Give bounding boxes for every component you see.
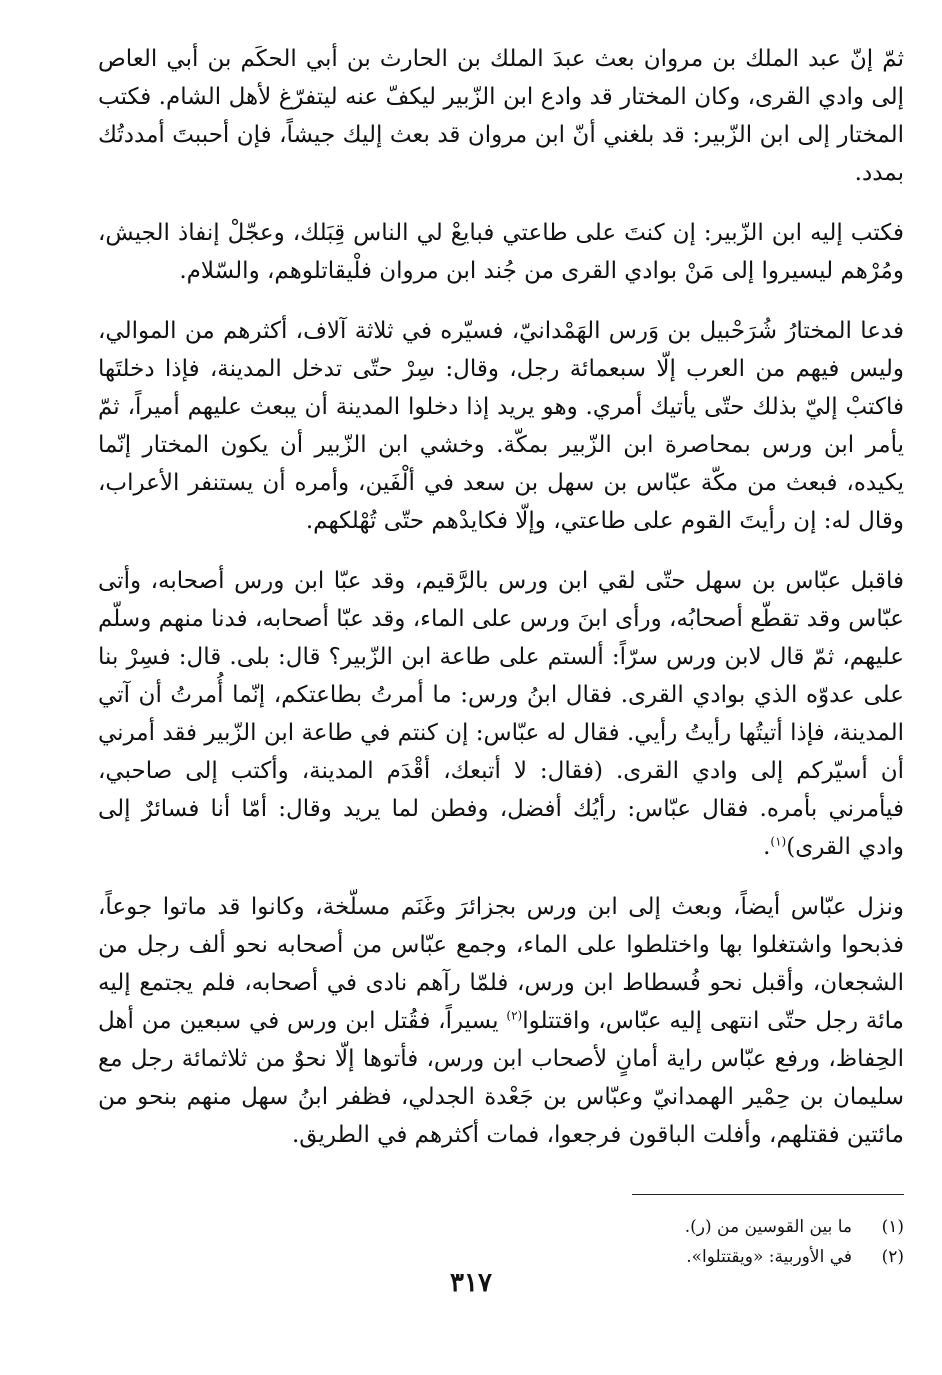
page-number: ٣١٧ (450, 1268, 492, 1298)
footnote-number: (١) (881, 1217, 904, 1237)
footnote-reference: (٢) (506, 1008, 523, 1023)
footnote-number: (٢) (881, 1247, 904, 1267)
paragraph-text (98, 888, 904, 1154)
paragraph-1 (98, 40, 904, 192)
paragraph-text (98, 562, 904, 866)
footnote-divider (632, 1194, 904, 1195)
paragraph-text-body: ونزل عبّاس أيضاً، وبعث إلى ابن ورس بجزائرَ وغَنَم مسلّخة، وكانوا قد ماتوا جوعاً، فذبحوا واشتغلوا بها واختلطوا على الماء، وجمع عبّاس من أصحابه نحو ألف رجل من الشجعان، وأقبل نحو فُسطاط ابن ورس، فلمّا رآهم نادى في أصحابه، فلم يجتمع إليه مائة رجل حتّى انتهى إليه عبّاس، واقتتلوا (98, 894, 904, 1034)
paragraph-text-tail: يسيراً، فقُتل ابن ورس في سبعين من أهل الحِفاظ، ورفع عبّاس راية أمانٍ لأصحاب ابن ورس، فأتوها إلّا نحوٌ من ثلاثمائة رجل مع سليمان بن حِمْير الهمدانيّ وعبّاس بن جَعْدة الجدلي، فظفر ابنُ سهل منهم بنحو من مائتين فقتلهم، وأفلت الباقون فرجعوا، فمات أكثرهم في الطريق. (98, 1008, 904, 1148)
paragraph-text-body: فاقبل عبّاس بن سهل حتّى لقي ابن ورس بالرَّقيم، وقد عبّا ابن ورس أصحابه، وأتى عبّاس وقد تقطّع أصحابُه، ورأى ابنَ ورس على الماء، وقد عبّا أصحابه، فدنا منهم وسلّم عليهم، ثمّ قال لابن ورس سرّاً: ألستم على طاعة ابن الزّبير؟ قال: بلى. قال: فسِرْ بنا على عدوّه الذي بوادي القرى. فقال ابنُ ورس: ما أمرتُ بطاعتكم، إنّما أُمرتُ أن آتي المدينة، فإذا أتيتُها رأيتُ رأيي. فقال له عبّاس: إن كنتم في طاعة ابن الزّبير فقد أمرني أن أسيّركم إلى وادي القرى. (فقال: لا أتبعك، أقْدَم المدينة، وأكتب إلى صاحبي، فيأمرني بأمره. فقال عبّاس: رأيُك أفضل، وفطن لما يريد وقال: أمّا أنا فسائرٌ إلى وادي القرى) (98, 568, 904, 860)
footnote-text: في الأوربية: «ويقتتلوا». (686, 1247, 852, 1267)
paragraph-text-tail: . (763, 834, 771, 860)
footnote-reference: (١) (770, 834, 787, 849)
paragraph-3 (98, 312, 904, 540)
paragraph-text: ثمّ إنّ عبد الملك بن مروان بعث عبدَ الملك بن الحارث بن أبي الحكَم بن أبي العاص إلى وادي القرى، وكان المختار قد وادع ابن الزّبير ليكفّ عنه ليتفرّغ لأهل الشام. فكتب المختار إلى ابن الزّبير: قد بلغني أنّ ابن مروان قد بعث إليك جيشاً، فإن أحببتَ أمددتُك بمدد. (98, 46, 904, 186)
footnote-1 (144, 1212, 904, 1242)
paragraph-text: فدعا المختارُ شُرَحْبيل بن وَرس الهَمْدانيّ، فسيّره في ثلاثة آلاف، أكثرهم من الموالي، وليس فيهم من العرب إلّا سبعمائة رجل، وقال: سِرْ حتّى تدخل المدينة، فإذا دخلتَها فاكتبْ إليّ بذلك حتّى يأتيك أمري. وهو يريد إذا دخلوا المدينة أن يبعث عليهم أميراً، ثمّ يأمر ابن ورس بمحاصرة ابن الزّبير بمكّة. وخشي ابن الزّبير أن يكون المختار إنّما يكيده، فبعث من مكّة عبّاس بن سهل بن سعد في ألْفَين، وأمره أن يستنفر الأعراب، وقال له: إن رأيتَ القوم على طاعتي، وإلّا فكايدْهم حتّى تُهْلكهم. (98, 318, 904, 534)
footnotes (144, 1212, 904, 1272)
paragraph-2 (98, 214, 904, 290)
paragraph-5 (98, 888, 904, 1154)
paragraph-text: فكتب إليه ابن الزّبير: إن كنتَ على طاعتي فبايعْ لي الناس قِبَلك، وعجّلْ إنفاذ الجيش، ومُرْهم ليسيروا إلى مَنْ بوادي القرى من جُند ابن مروان فلْيقاتلوهم، والسّلام. (98, 220, 904, 284)
footnote-text: ما بين القوسين من (ر). (684, 1217, 852, 1237)
paragraph-4 (98, 562, 904, 866)
main-text (98, 40, 904, 1176)
